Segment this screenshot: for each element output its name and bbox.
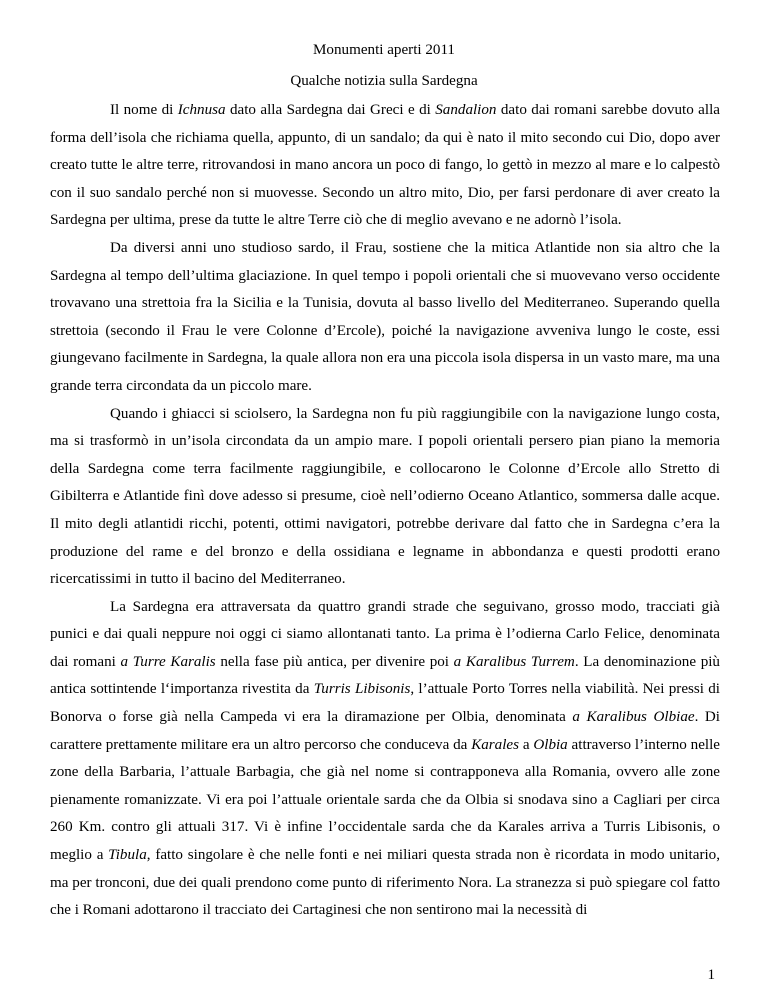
body-text bbox=[50, 97, 720, 925]
italic-term: Turris Libisonis bbox=[313, 681, 411, 698]
paragraph-4: La Sardegna era attraversata da quattro grandi strade che seguivano, grosso modo, tracciati già punici e dai quali neppure noi oggi ci siamo allontanati tanto. La prima è l’odierna Carlo Felice, denominata dai romani a Turre Karalis nella fase più antica, per divenire poi a Karalibus Turrem. La denominazione più antica sottintende l‘importanza rivestita da Turris Libisonis, l’attuale Porto Torres nella viabilità. Nei pressi di Bonorva o forse già nella Campeda vi era la diramazione per Olbia, denominata a Karalibus Olbiae. Di carattere prettamente militare era un altro percorso che conduceva da Karales a Olbia attraverso l’interno nelle zone della Barbaria, l’attuale Barbagia, che già nel nome si contrapponeva alla Romania, ovvero alle zone pienamente romanizzate. Vi era poi l’attuale orientale sarda che da Olbia si snodava sino a Cagliari per circa 260 Km. contro gli attuali 317. Vi è infine l’occidentale sarda che da Karales arriva a Turris Libisonis, o meglio a Tibula, fatto singolare è che nelle fonti e nei miliari questa strada non è ricordata in modo unitario, ma per tronconi, due dei quali prendono come punto di riferimento Nora. La stranezza si può spiegare col fatto che i Romani adottarono il tracciato dei Cartaginesi che non sentirono mai la necessità di bbox=[50, 598, 721, 919]
italic-term: Ichnusa bbox=[177, 102, 226, 118]
italic-term: Tibula bbox=[108, 847, 147, 864]
paragraph-2: Da diversi anni uno studioso sardo, il Frau, sostiene che la mitica Atlantide non sia altro che la Sardegna al tempo dell’ultima glaciazione. In quel tempo i popoli orientali che si muovevano verso occidente trovavano una strettoia fra la Sicilia e la Tunisia, dovuta al basso livello del Mediterraneo. Superando quella strettoia (secondo il Frau le vere Colonne d’Ercole), poiché la navigazione avveniva lungo le coste, essi giungevano facilmente in Sardegna, la quale allora non era una piccola isola dispersa in un vasto mare, ma una grande terra circondata da un piccolo mare. bbox=[50, 239, 720, 394]
page-header: Monumenti aperti 2011 bbox=[313, 42, 455, 58]
italic-term: Olbia bbox=[533, 736, 568, 753]
section-title: Qualche notizia sulla Sardegna bbox=[290, 73, 478, 89]
paragraph-3: Quando i ghiacci si sciolsero, la Sardegna non fu più raggiungibile con la navigazione lungo costa, ma si trasformò in un’isola circondata da un ampio mare. I popoli orientali persero pian piano la memoria della Sardegna come terra facilmente raggiungibile, e collocarono le Colonne d’Ercole allo Stretto di Gibilterra e Atlantide finì dove adesso si presume, cioè nell’odierno Oceano Atlantico, sommersa dalle acque. Il mito degli atlantidi ricchi, potenti, ottimi navigatori, potrebbe derivare dal fatto che in Sardegna c’era la produzione del rame e del bronzo e della ossidiana e legname in abbondanza e questi prodotti erano ricercatissimi in tutto il bacino del Mediterraneo. bbox=[50, 405, 720, 588]
paragraph-1: Il nome di Ichnusa dato alla Sardegna dai Greci e di Sandalion dato dai romani sarebbe dovuto alla forma dell’isola che richiama quella, appunto, di un sandalo; da qui è nato il mito secondo cui Dio, dopo aver creato tutte le altre terre, ritrovandosi in mano ancora un poco di fango, lo gettò in mezzo al mare e lo calpestò con il suo sandalo perché non si muovesse. Secondo un altro mito, Dio, per farsi perdonare di aver creato la Sardegna per ultima, prese da tutte le altre Terre ciò che di meglio avevano e ne adornò l’isola. bbox=[50, 102, 720, 229]
italic-term: a Turre Karalis bbox=[120, 653, 216, 670]
italic-term: a Karalibus Turrem bbox=[453, 653, 575, 670]
italic-term: Karales bbox=[471, 736, 519, 753]
page-number: 1 bbox=[707, 967, 715, 983]
italic-term: Sandalion bbox=[435, 102, 497, 118]
italic-term: a Karalibus Olbiae bbox=[572, 709, 695, 726]
